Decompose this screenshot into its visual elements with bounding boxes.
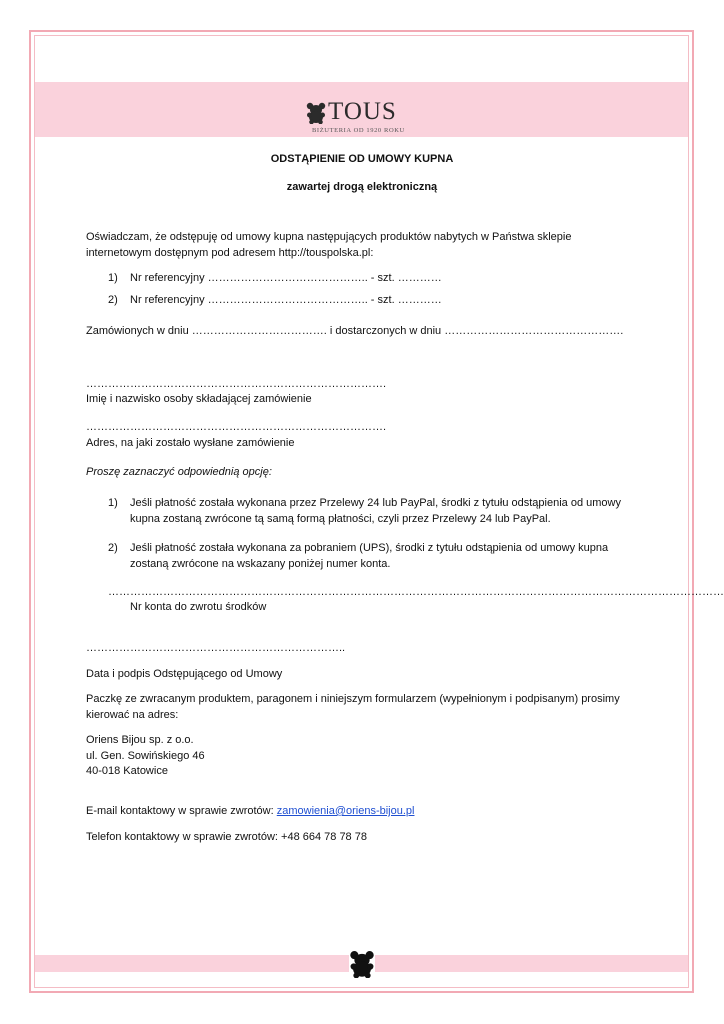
item-reference-1: Nr referencyjny …………………………………….. - szt. ………… — [130, 272, 442, 284]
address-label: Adres, na jaki zostało wysłane zamówienie — [86, 437, 295, 449]
address-signature-line: ………………………………………………………………………. — [86, 421, 387, 433]
name-label: Imię i nazwisko osoby składającej zamówienie — [86, 393, 312, 405]
bear-logo-icon — [306, 102, 326, 124]
return-instruction-line-1: Paczkę ze zwracanym produktem, paragonem i niniejszym formularzem (wypełnionym i podpisanym) prosimy — [86, 693, 620, 705]
company-name: Oriens Bijou sp. z o.o. — [86, 734, 194, 746]
account-number-line: …………………………………………………………………………………………………………………………………………………… — [108, 586, 724, 598]
company-city: 40-018 Katowice — [86, 765, 168, 777]
email-line — [86, 804, 414, 818]
signature-line: …………………………………………………………….. — [86, 642, 346, 654]
option-number-1: 1) — [108, 497, 118, 509]
account-number-label: Nr konta do zwrotu środków — [130, 601, 267, 613]
signature-label: Data i podpis Odstępującego od Umowy — [86, 668, 283, 680]
item-number-1: 1) — [108, 272, 118, 284]
brand-name: TOUS — [328, 98, 397, 125]
option-2-line-2: zostaną zwrócone na wskazany poniżej numer konta. — [130, 558, 391, 570]
order-dates-line: Zamówionych w dniu ………………………………. i dostarczonych w dniu …………………………………………. — [86, 325, 624, 337]
option-2-line-1: Jeśli płatność została wykonana za pobraniem (UPS), środki z tytułu odstąpienia od umowy kupna — [130, 542, 609, 554]
phone-line: Telefon kontaktowy w sprawie zwrotów: +48 664 78 78 78 — [86, 831, 367, 843]
item-number-2: 2) — [108, 294, 118, 306]
brand-tagline: BIŻUTERIA OD 1920 ROKU — [312, 127, 405, 134]
bear-footer-icon — [349, 950, 375, 978]
item-reference-2: Nr referencyjny …………………………………….. - szt. ………… — [130, 294, 442, 306]
company-street: ul. Gen. Sowińskiego 46 — [86, 750, 205, 762]
email-link[interactable]: zamowienia@oriens-bijou.pl — [276, 805, 415, 817]
option-1-line-2: kupna zostaną zwrócone tą samą formą płatności, czyli przez Przelewy 24 lub PayPal. — [130, 513, 551, 525]
option-number-2: 2) — [108, 542, 118, 554]
option-prompt: Proszę zaznaczyć odpowiednią opcję: — [86, 466, 272, 478]
option-1-line-1: Jeśli płatność została wykonana przez Przelewy 24 lub PayPal, środki z tytułu odstąpienia od umowy — [130, 497, 621, 509]
footer-bear-box — [349, 950, 375, 978]
tous-logo — [306, 100, 418, 136]
document-subtitle: zawartej drogą elektroniczną — [286, 181, 438, 193]
document-title: ODSTĄPIENIE OD UMOWY KUPNA — [270, 153, 454, 165]
return-instruction-line-2: kierować na adres: — [86, 709, 179, 721]
intro-line-2: internetowym dostępnym pod adresem http://touspolska.pl: — [86, 247, 374, 259]
email-label: E-mail kontaktowy w sprawie zwrotów: — [86, 805, 277, 817]
name-signature-line: ………………………………………………………………………. — [86, 378, 387, 390]
intro-line-1: Oświadczam, że odstępuję od umowy kupna następujących produktów nabytych w Państwa sklepie — [86, 231, 572, 243]
